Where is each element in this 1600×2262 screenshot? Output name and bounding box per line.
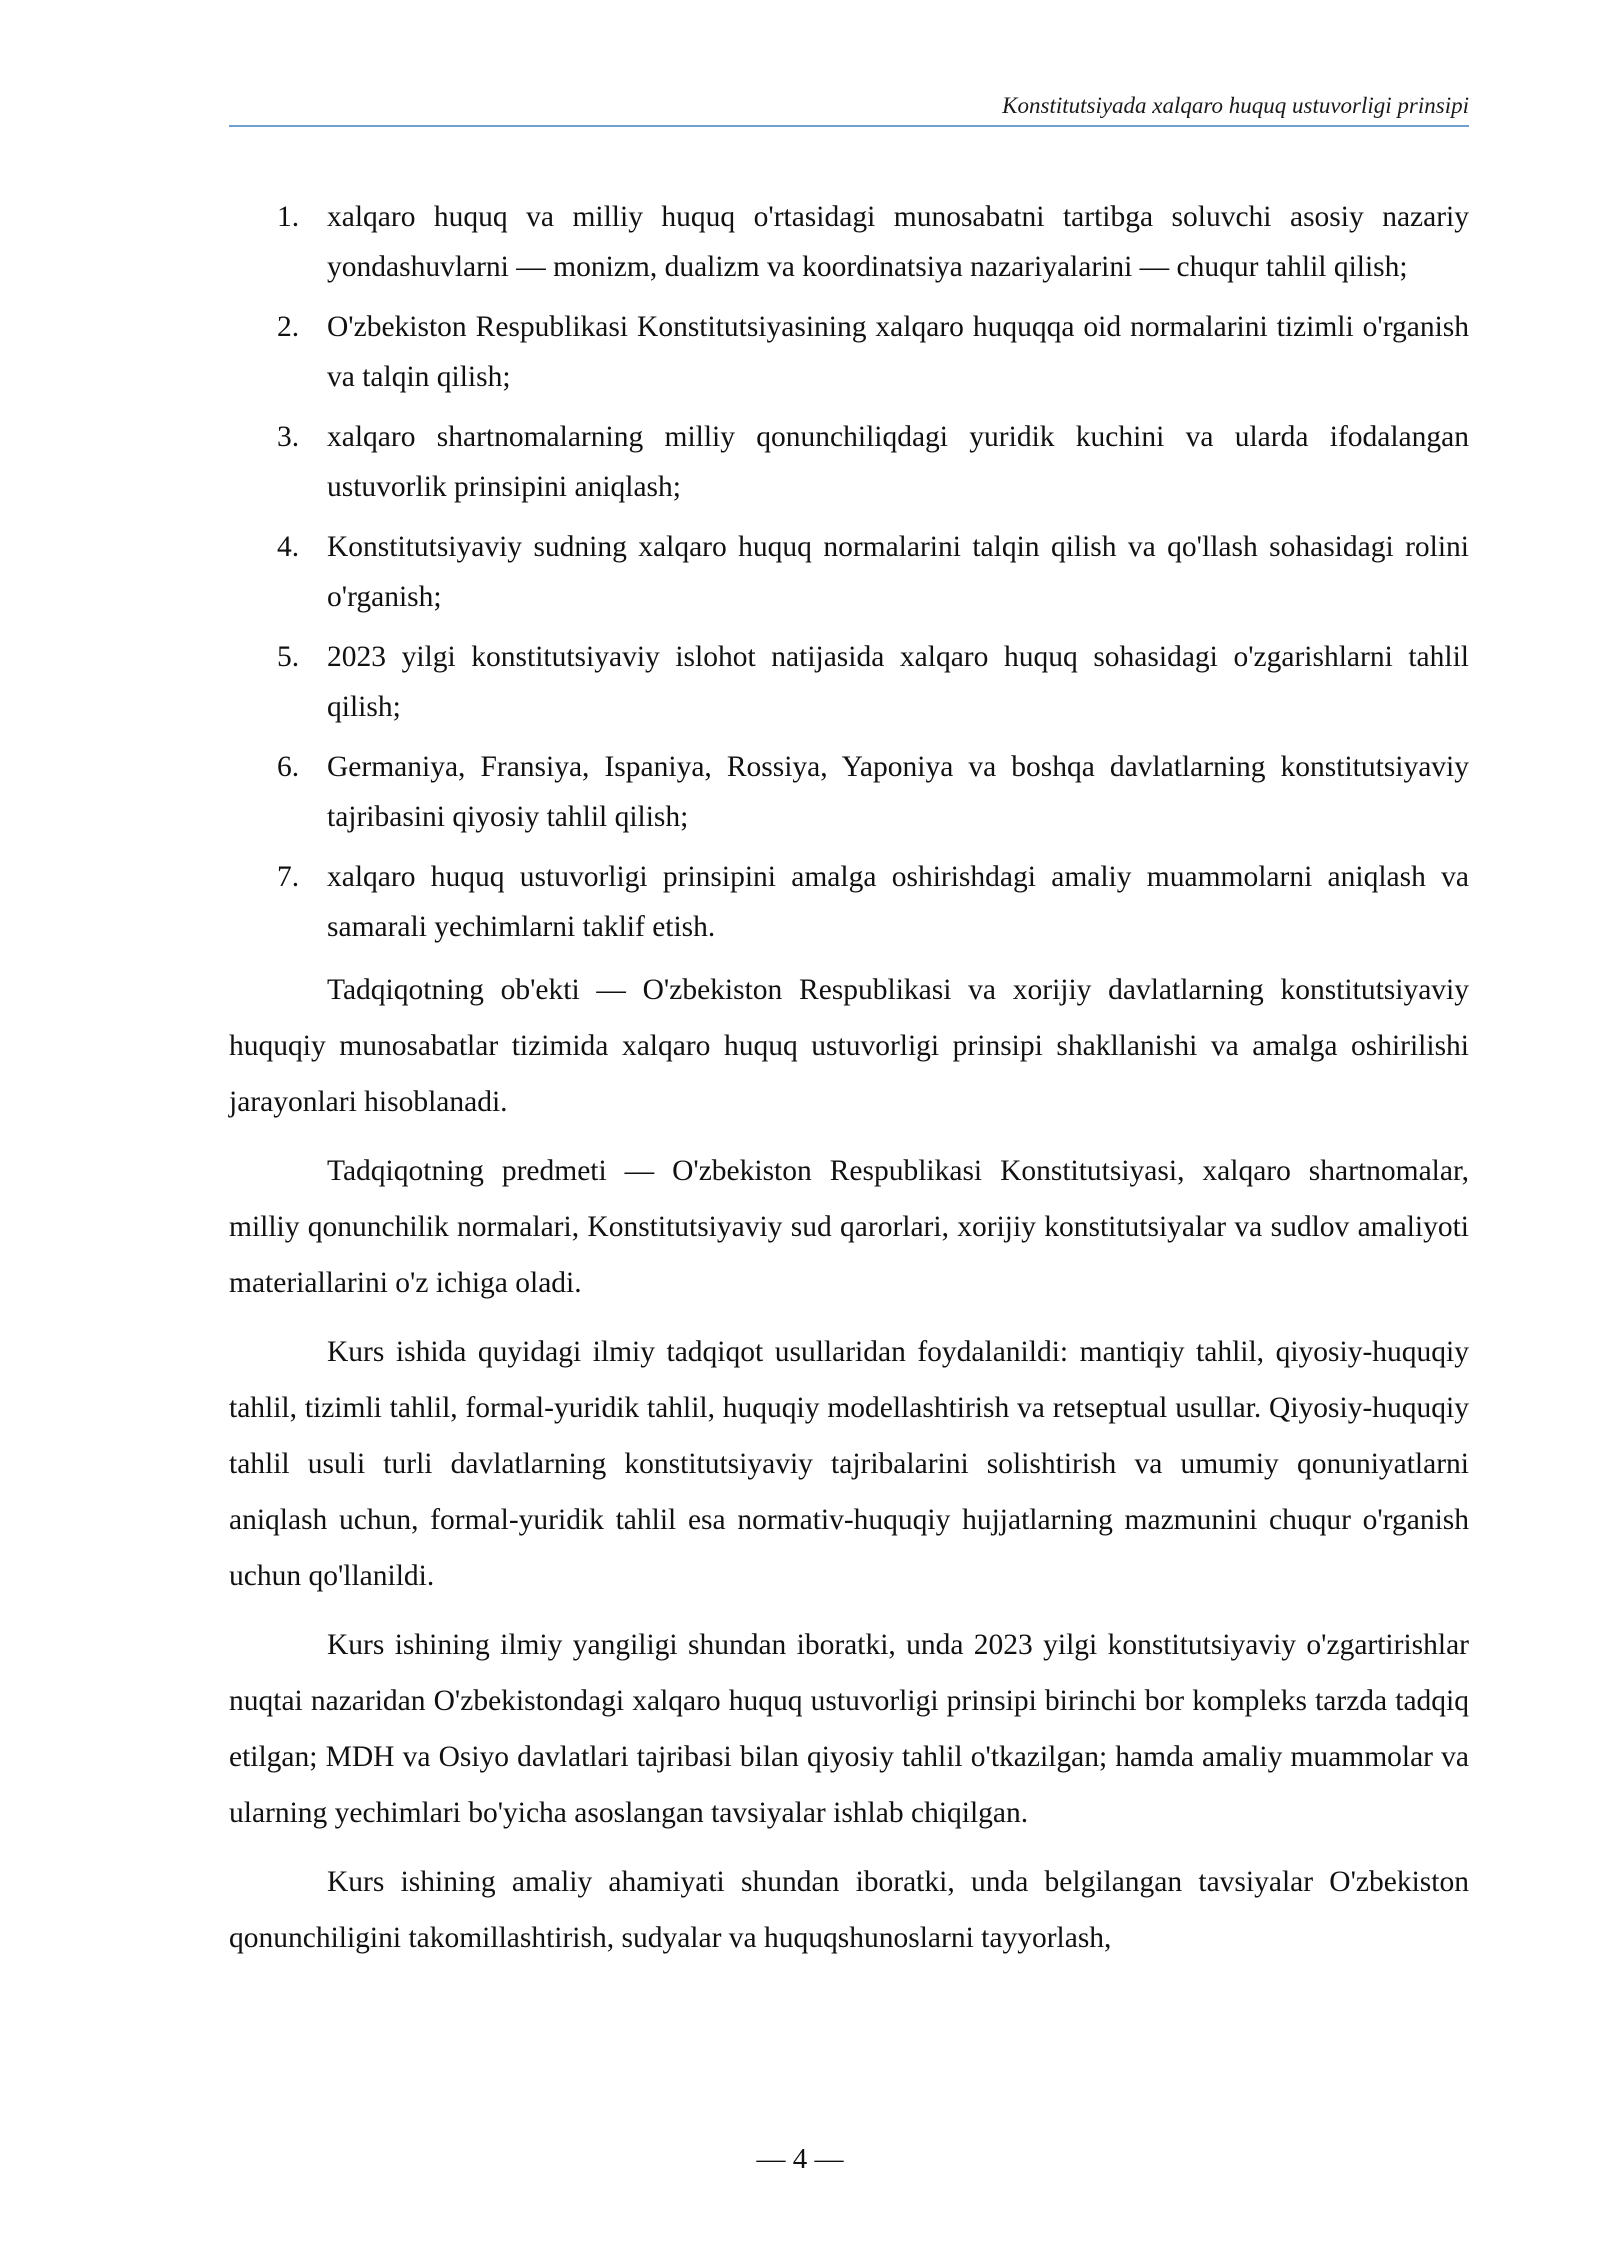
list-item <box>229 522 1469 622</box>
list-item-text: xalqaro huquq ustuvorligi prinsipini amalga oshirishdagi amaliy muammolarni aniqlash va samarali yechimlarni taklif etish. <box>327 861 1469 943</box>
list-item-number: 4. <box>277 531 300 563</box>
research-methods-paragraph: Kurs ishida quyidagi ilmiy tadqiqot usullaridan foydalanildi: mantiqiy tahlil, qiyosiy-huquqiy tahlil, tizimli tahlil, formal-yuridik tahlil, huquqiy modellashtirish va retseptual usullar. Qiyosiy-huquqiy tahlil usuli turli davlatlarning konstitutsiyaviy tajribalarini solishtirish va umumiy qonuniyatlarni aniqlash uchun, formal-yuridik tahlil esa normativ-huquqiy hujjatlarning mazmunini chuqur o'rganish uchun qo'llanildi. <box>229 1336 1469 1592</box>
list-item-number: 6. <box>277 751 300 783</box>
list-item-text: Konstitutsiyaviy sudning xalqaro huquq normalarini talqin qilish va qo'llash sohasidagi rolini o'rganish; <box>327 531 1469 613</box>
list-item-number: 1. <box>277 201 300 233</box>
header-divider <box>229 125 1469 127</box>
list-item-number: 3. <box>277 421 300 453</box>
list-item <box>229 632 1469 732</box>
list-item-number: 7. <box>277 861 300 893</box>
research-object-paragraph: Tadqiqotning ob'ekti — O'zbekiston Respublikasi va xorijiy davlatlarning konstitutsiyaviy huquqiy munosabatlar tizimida xalqaro huquq ustuvorligi prinsipi shakllanishi va amalga oshirilishi jarayonlari hisoblanadi. <box>229 974 1469 1118</box>
list-item <box>229 742 1469 842</box>
list-item-text: xalqaro huquq va milliy huquq o'rtasidagi munosabatni tartibga soluvchi asosiy nazariy yondashuvlarni — monizm, dualizm va koordinatsiya nazariyalarini — chuqur tahlil qilish; <box>327 201 1469 283</box>
page-number: — 4 — <box>756 2143 844 2175</box>
list-item <box>229 302 1469 402</box>
list-item-text: Germaniya, Fransiya, Ispaniya, Rossiya, Yaponiya va boshqa davlatlarning konstitutsiyaviy tajribasini qiyosiy tahlil qilish; <box>327 751 1469 833</box>
research-subject-paragraph: Tadqiqotning predmeti — O'zbekiston Respublikasi Konstitutsiyasi, xalqaro shartnomalar, milliy qonunchilik normalari, Konstitutsiyaviy sud qarorlari, xorijiy konstitutsiyalar va sudlov amaliyoti materiallarini o'z ichiga oladi. <box>229 1155 1469 1299</box>
running-header-title: Konstitutsiyada xalqaro huquq ustuvorligi prinsipi <box>1002 93 1469 118</box>
task-list <box>229 192 1469 952</box>
list-item <box>229 192 1469 292</box>
list-item-number: 2. <box>277 311 300 343</box>
list-item-number: 5. <box>277 641 300 673</box>
list-item-text: 2023 yilgi konstitutsiyaviy islohot natijasida xalqaro huquq sohasidagi o'zgarishlarni tahlil qilish; <box>327 641 1469 723</box>
practical-significance-paragraph: Kurs ishining amaliy ahamiyati shundan iboratki, unda belgilangan tavsiyalar O'zbekiston qonunchiligini takomillashtirish, sudyalar va huquqshunoslarni tayyorlash, <box>229 1866 1469 1954</box>
list-item-text: xalqaro shartnomalarning milliy qonunchiliqdagi yuridik kuchini va ularda ifodalangan ustuvorlik prinsipini aniqlash; <box>327 421 1469 503</box>
list-item-text: O'zbekiston Respublikasi Konstitutsiyasining xalqaro huquqqa oid normalarini tizimli o'rganish va talqin qilish; <box>327 311 1469 393</box>
scientific-novelty-paragraph: Kurs ishining ilmiy yangiligi shundan iboratki, unda 2023 yilgi konstitutsiyaviy o'zgartirishlar nuqtai nazaridan O'zbekistondagi xalqaro huquq ustuvorligi prinsipi birinchi bor kompleks tarzda tadqiq etilgan; MDH va Osiyo davlatlari tajribasi bilan qiyosiy tahlil o'tkazilgan; hamda amaliy muammolar va ularning yechimlari bo'yicha asoslangan tavsiyalar ishlab chiqilgan. <box>229 1629 1469 1829</box>
list-item <box>229 412 1469 512</box>
list-item <box>229 852 1469 952</box>
page-body <box>229 192 1469 1979</box>
